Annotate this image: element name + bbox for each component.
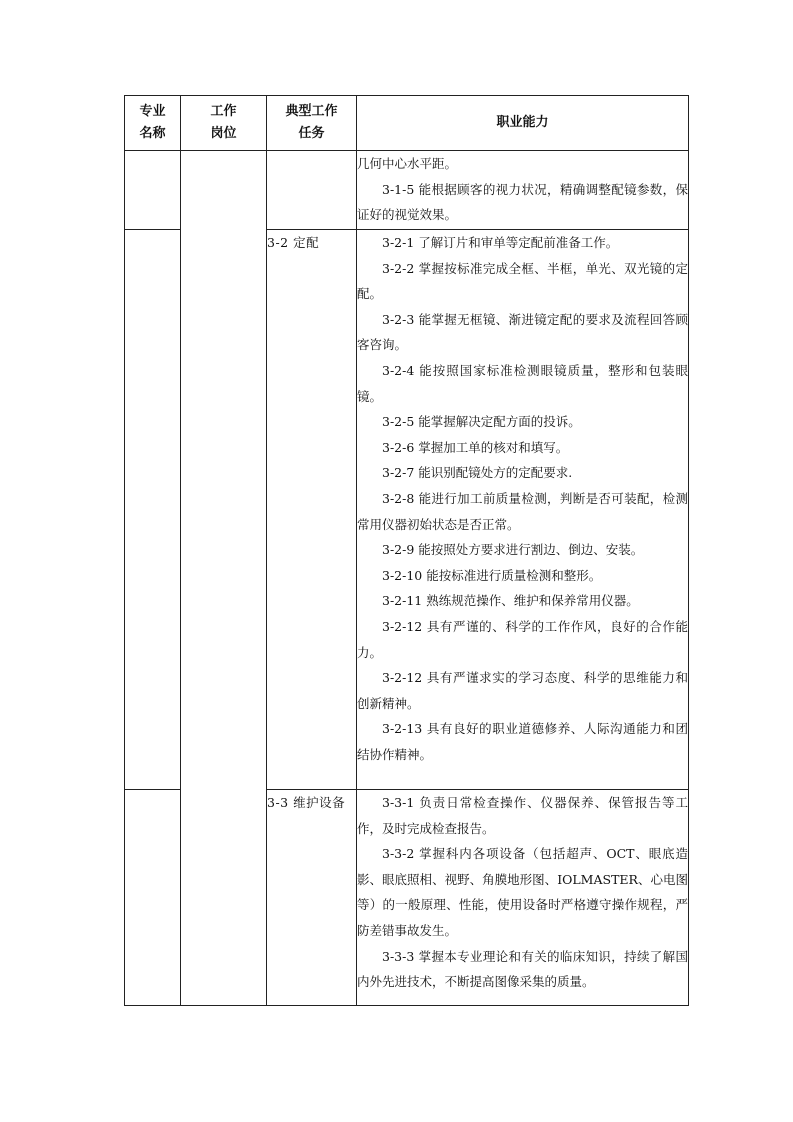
ability-item: 3-2-1 了解订片和审单等定配前准备工作。 [382,235,619,250]
ability-item: 3-2-12 具有严谨的、科学的工作作风，良好的合作能力。 [357,618,688,660]
header-professional-ability-label: 职业能力 [496,115,549,130]
table-header-row [125,96,689,151]
ability-item: 3-2-13 具有良好的职业道德修养、人际沟通能力和团结协作精神。 [357,721,688,762]
task-label: 3-3 维护设备 [267,795,346,810]
ability-cell [357,151,689,230]
header-typical-task [267,96,357,151]
header-major-name-line2: 名称 [139,126,166,141]
ability-item: 3-1-5 能根据顾客的视力状况，精确调整配镜参数，保证好的视觉效果。 [357,181,688,223]
occupational-ability-table [124,95,689,1006]
ability-cell [357,790,689,1006]
ability-item: 3-2-12 具有严谨求实的学习态度、科学的思维能力和创新精神。 [357,670,688,711]
header-typical-task-line1: 典型工作 [285,104,338,119]
position-cell [181,151,267,1006]
header-professional-ability [357,96,689,151]
major-cell [125,230,181,790]
ability-item: 3-2-5 能掌握解决定配方面的投诉。 [382,414,581,430]
ability-item: 3-2-9 能按照处方要求进行割边、倒边、安装。 [382,542,644,558]
ability-item: 3-3-1 负责日常检查操作、仪器保养、保管报告等工作，及时完成检查报告。 [357,795,688,836]
ability-item: 3-3-2 掌握科内各项设备（包括超声、OCT、眼底造影、眼底照相、视野、角膜地形图、IOLMASTER、心电图等）的一般原理、性能，使用设备时严格遵守操作规程，严防差错事故发生。 [357,846,688,938]
ability-item: 3-2-7 能识别配镜处方的定配要求. [382,465,573,481]
header-major-name [125,96,181,151]
major-cell [125,151,181,230]
table-row [125,151,689,230]
major-cell [125,790,181,1006]
task-cell [267,790,357,1006]
ability-item: 3-2-8 能进行加工前质量检测，判断是否可装配，检测常用仪器初始状态是否正常。 [357,490,688,532]
header-job-position [181,96,267,151]
ability-item: 3-2-4 能按照国家标准检测眼镜质量，整形和包装眼镜。 [357,362,688,404]
ability-cell [357,230,689,790]
task-cell [267,151,357,230]
header-job-position-line1: 工作 [210,104,237,119]
ability-item: 3-2-11 熟练规范操作、维护和保养常用仪器。 [382,593,639,609]
ability-item: 3-2-10 能按标准进行质量检测和整形。 [382,567,602,583]
ability-item: 3-3-3 掌握本专业理论和有关的临床知识，持续了解国内外先进技术，不断提高图像采集的质量。 [357,948,688,990]
ability-item: 几何中心水平距。 [357,156,458,171]
ability-item: 3-2-6 掌握加工单的核对和填写。 [382,439,569,455]
ability-item: 3-2-2 掌握按标准完成全框、半框，单光、双光镜的定配。 [357,260,688,302]
ability-item: 3-2-3 能掌握无框镜、渐进镜定配的要求及流程回答顾客咨询。 [357,311,688,353]
header-major-name-line1: 专业 [139,104,166,119]
header-job-position-line2: 岗位 [210,126,237,141]
task-cell [267,230,357,790]
task-label: 3-2 定配 [267,235,320,250]
header-typical-task-line2: 任务 [298,126,325,141]
